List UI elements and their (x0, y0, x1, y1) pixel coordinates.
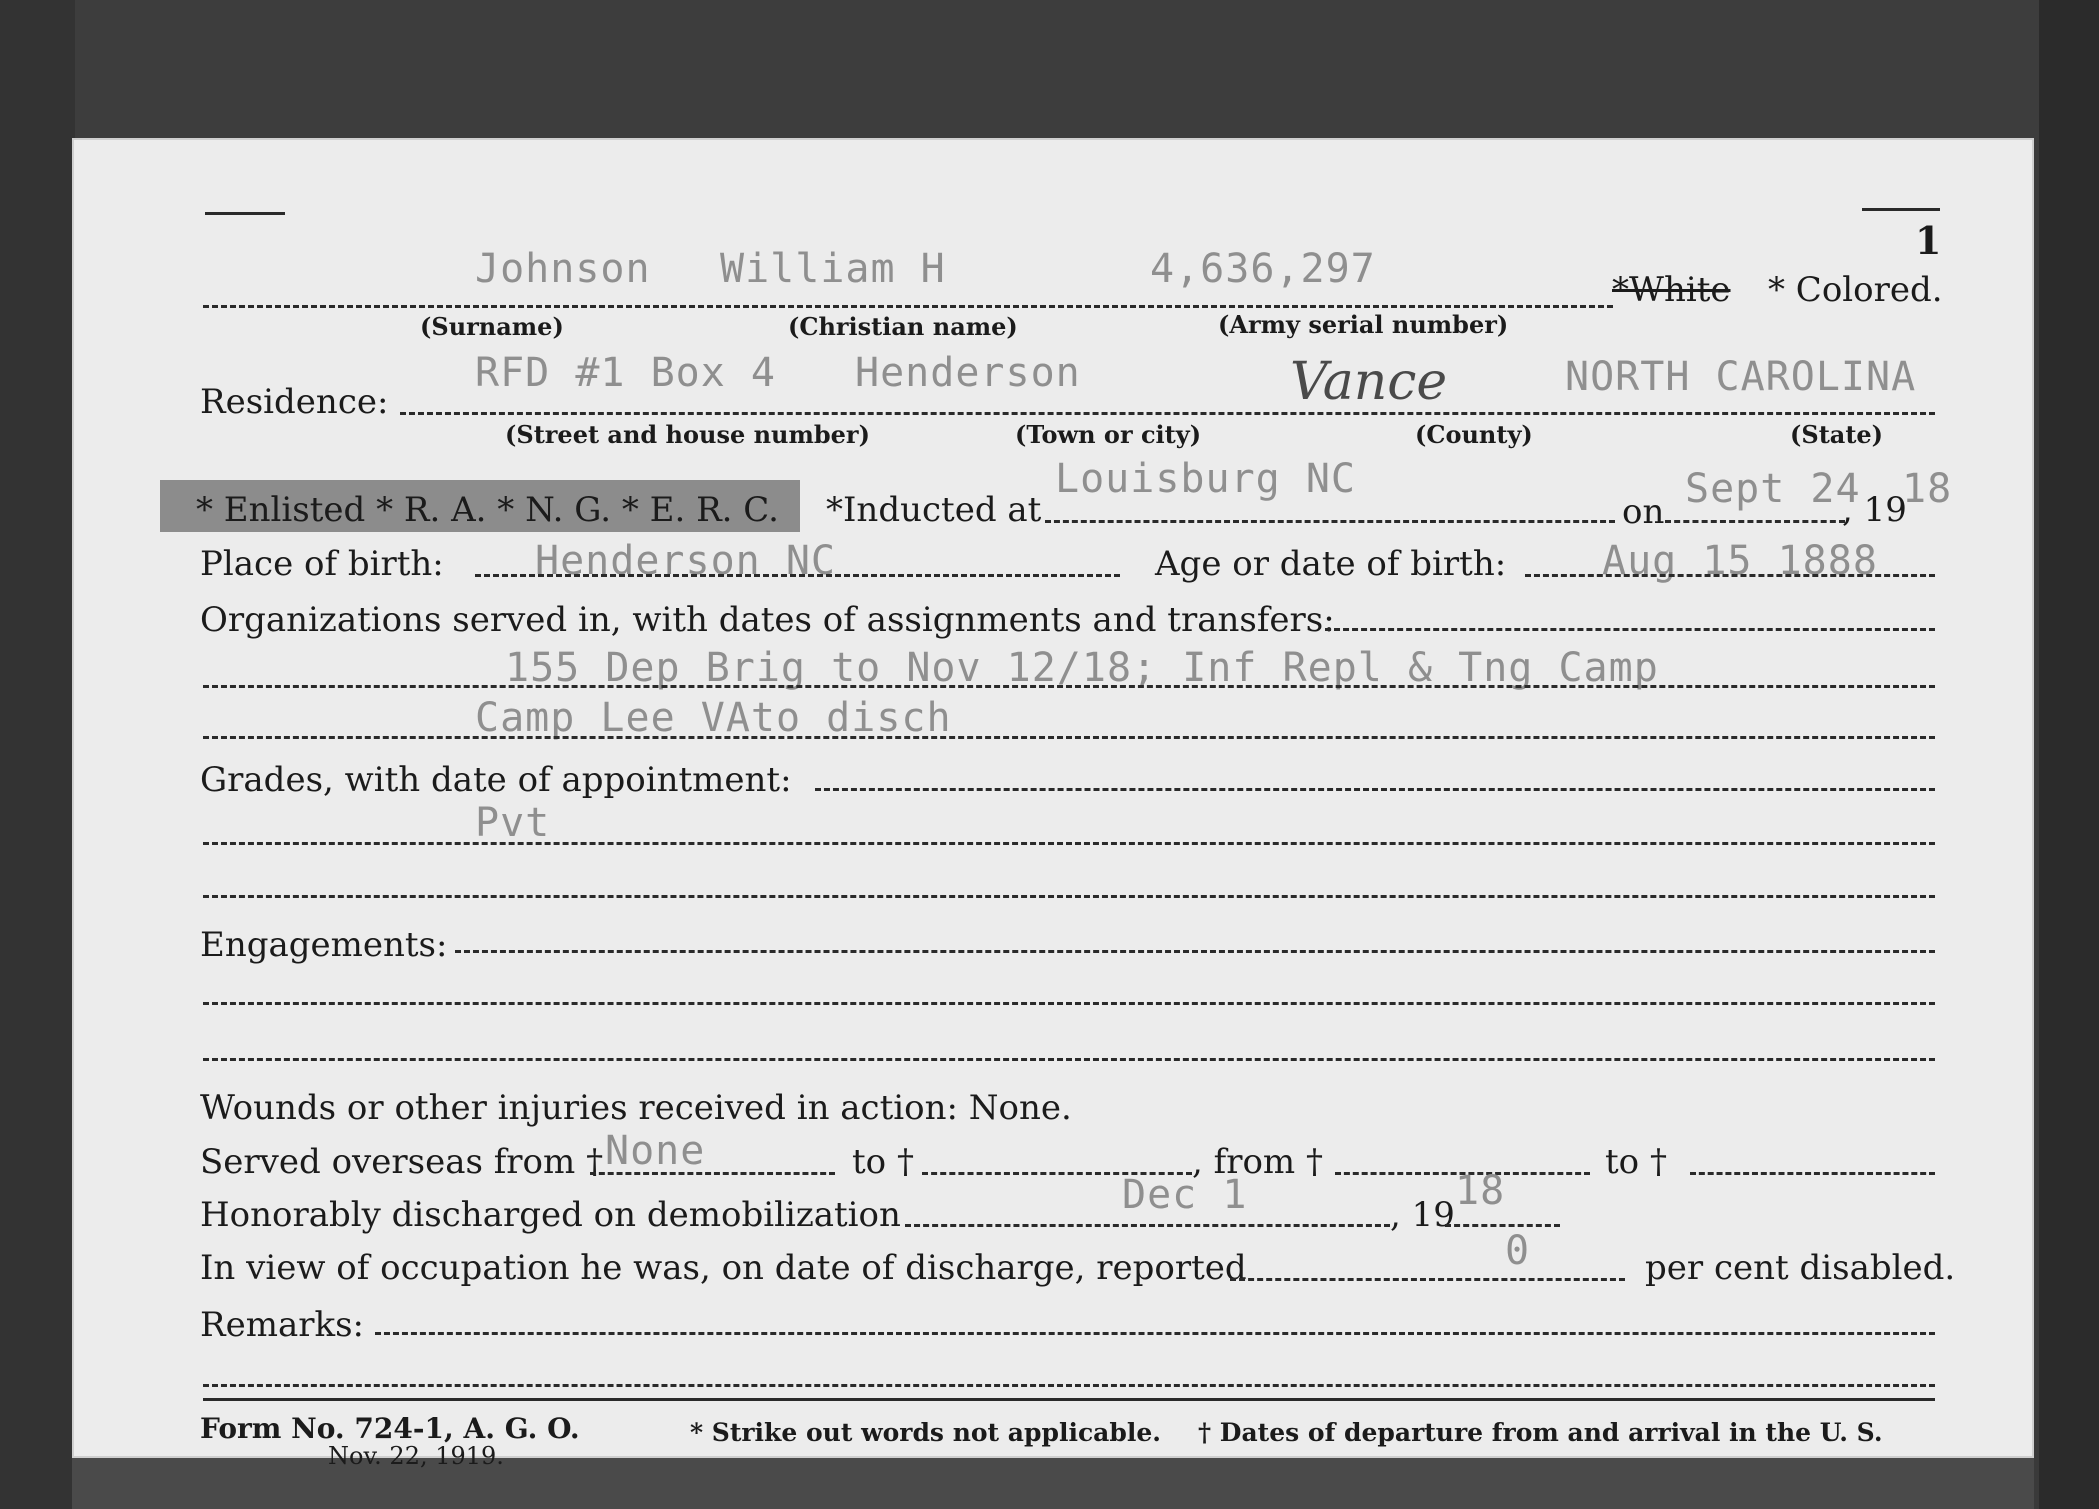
engagements-line-0 (455, 950, 1935, 953)
form-date: Nov. 22, 1919. (328, 1442, 504, 1470)
discharge-year-prefix: , 19 (1390, 1195, 1455, 1235)
induction-place-value: Louisburg NC (1055, 456, 1356, 502)
discharge-year-suffix: 18 (1455, 1168, 1506, 1214)
serial-number-value: 4,636,297 (1150, 246, 1376, 292)
town-caption: (Town or city) (1015, 420, 1202, 449)
grades-line-2 (203, 895, 1935, 898)
enlisted-options: * Enlisted * R. A. * N. G. * E. R. C. (196, 490, 779, 530)
scan-backdrop-right (2039, 0, 2099, 1509)
residence-line (400, 412, 1935, 415)
grades-line-0 (815, 788, 1935, 791)
overseas-from-line (590, 1172, 835, 1175)
age-label: Age or date of birth: (1155, 544, 1507, 584)
street-value: RFD #1 Box 4 (475, 350, 776, 396)
organizations-line-0 (1325, 628, 1935, 631)
discharge-label: Honorably discharged on demobilization (200, 1195, 901, 1235)
street-caption: (Street and house number) (505, 420, 870, 449)
county-value: Vance (1290, 352, 1448, 412)
top-right-rule (1862, 208, 1940, 211)
footer-rule (203, 1398, 1935, 1401)
birth-place-line (475, 574, 1120, 577)
colored-label: * Colored. (1768, 270, 1943, 310)
on-label: on (1622, 492, 1665, 532)
birth-date-value: Aug 15 1888 (1602, 538, 1878, 584)
overseas-to2-line (1690, 1172, 1935, 1175)
disability-label: In view of occupation he was, on date of discharge, reported (200, 1248, 1247, 1288)
scan-backdrop-top (0, 0, 2099, 150)
overseas-label: Served overseas from † (200, 1142, 604, 1182)
induction-date-value: Sept 24 (1685, 466, 1861, 512)
discharge-date-line (905, 1224, 1390, 1227)
overseas-from-value: None (605, 1128, 706, 1174)
top-left-rule (205, 212, 285, 215)
engagements-line-2 (203, 1058, 1935, 1061)
remarks-label: Remarks: (200, 1305, 364, 1345)
remarks-line-0 (375, 1332, 1935, 1335)
form-number: Form No. 724-1, A. G. O. (200, 1412, 580, 1445)
overseas-from2-label: , from † (1192, 1142, 1323, 1182)
residence-label: Residence: (200, 382, 389, 422)
engagements-label: Engagements: (200, 925, 448, 965)
disability-line (1230, 1278, 1625, 1281)
discharge-date-value: Dec 1 (1122, 1172, 1248, 1218)
white-label: *White (1612, 270, 1731, 310)
disability-value: 0 (1505, 1228, 1531, 1274)
induction-year-prefix: , 19 (1842, 490, 1907, 530)
organizations-line-1-value: 155 Dep Brig to Nov 12/18; Inf Repl & Tng Camp (505, 645, 1659, 691)
name-line (203, 305, 1613, 308)
organizations-label: Organizations served in, with dates of assignments and transfers: (200, 600, 1335, 640)
inducted-at-label: *Inducted at (826, 490, 1042, 530)
birth-date-line (1525, 574, 1935, 577)
birth-place-label: Place of birth: (200, 544, 444, 584)
surname-value: Johnson (475, 246, 651, 292)
scan-backdrop-left (0, 0, 75, 1509)
discharge-year-line (1445, 1224, 1560, 1227)
serial-number-caption: (Army serial number) (1218, 310, 1509, 339)
induction-year-suffix: 18 (1902, 466, 1953, 512)
organizations-line-2-value: Camp Lee VAto disch (475, 695, 952, 741)
christian-name-value: William H (720, 246, 946, 292)
grades-line-1 (203, 842, 1935, 845)
dates-note: † Dates of departure from and arrival in the U. S. (1198, 1418, 1883, 1447)
surname-caption: (Surname) (420, 312, 564, 341)
grade-value: Pvt (475, 800, 551, 846)
engagements-line-1 (203, 1002, 1935, 1005)
induction-date-line (1665, 520, 1845, 523)
wounds-label: Wounds or other injuries received in action: None. (200, 1088, 1072, 1128)
birth-place-value: Henderson NC (535, 538, 836, 584)
overseas-to2-label: to † (1605, 1142, 1667, 1182)
county-caption: (County) (1415, 420, 1533, 449)
grades-label: Grades, with date of appointment: (200, 760, 792, 800)
town-value: Henderson (855, 350, 1081, 396)
strike-note: * Strike out words not applicable. (690, 1418, 1161, 1447)
christian-name-caption: (Christian name) (788, 312, 1018, 341)
state-caption: (State) (1790, 420, 1884, 449)
overseas-to-label: to † (852, 1142, 914, 1182)
organizations-line-1 (203, 685, 1935, 688)
organizations-line-2 (203, 736, 1935, 739)
state-value: NORTH CAROLINA (1565, 354, 1917, 400)
induction-place-line (1045, 520, 1615, 523)
disability-suffix: per cent disabled. (1645, 1248, 1956, 1288)
remarks-line-1 (203, 1384, 1935, 1387)
card-number: 1 (1915, 218, 1942, 263)
